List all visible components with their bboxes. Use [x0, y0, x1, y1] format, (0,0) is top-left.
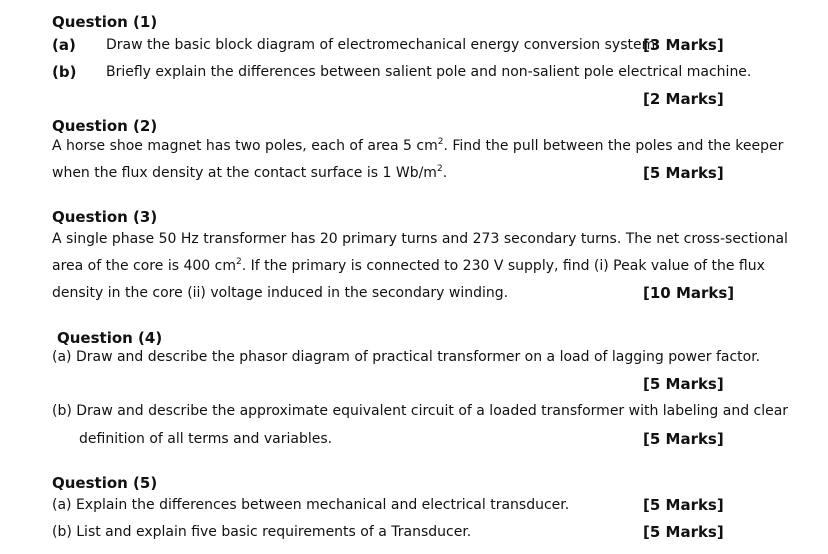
q3-line-2: area of the core is 400 $cm^2$. If the primary is connected to 230 V supply, find (i) Peak value of the flux: [52, 257, 765, 274]
q2-heading: Question (2): [52, 117, 158, 135]
q5-b-text: (b) List and explain five basic requirements of a Transducer.: [52, 524, 472, 540]
q4-b-marks: [5 Marks]: [643, 430, 724, 448]
q1-a-label: (a): [52, 36, 76, 54]
q4-heading: Question (4): [57, 329, 163, 347]
q5-a-text: (a) Explain the differences between mechanical and electrical transducer.: [52, 497, 570, 513]
q4-b-text-2: definition of all terms and variables.: [79, 431, 333, 447]
q5-heading: Question (5): [52, 474, 158, 492]
q2-marks: [5 Marks]: [643, 164, 724, 182]
q1-b-marks: [2 Marks]: [643, 90, 724, 108]
q1-heading: Question (1): [52, 13, 158, 31]
q5-b-marks: [5 Marks]: [643, 523, 724, 541]
q3-marks: [10 Marks]: [643, 284, 735, 302]
q5-a-marks: [5 Marks]: [643, 496, 724, 514]
q4-a-marks: [5 Marks]: [643, 375, 724, 393]
q1-a-marks: [3 Marks]: [643, 36, 724, 54]
q4-a-text: (a) Draw and describe the phasor diagram of practical transformer on a load of lagging power factor.: [52, 349, 761, 365]
q4-b-text-1: (b) Draw and describe the approximate equivalent circuit of a loaded transformer with labeling and clear: [52, 403, 789, 419]
q1-b-text: Briefly explain the differences between salient pole and non-salient pole electrical machine.: [106, 64, 752, 80]
q2-line-1: A horse shoe magnet has two poles, each of area 5 $cm^2$. Find the pull between the poles and the keeper: [52, 137, 784, 154]
q1-b-label: (b): [52, 63, 77, 81]
q3-line-3: density in the core (ii) voltage induced in the secondary winding.: [52, 285, 509, 301]
q3-line-1: A single phase 50 Hz transformer has 20 primary turns and 273 secondary turns. The net cross-sectional: [52, 231, 788, 247]
q3-heading: Question (3): [52, 208, 158, 226]
q2-line-2: when the flux density at the contact surface is 1 $Wb/m^2$.: [52, 164, 448, 181]
q1-a-text: Draw the basic block diagram of electromechanical energy conversion system.: [106, 37, 660, 53]
